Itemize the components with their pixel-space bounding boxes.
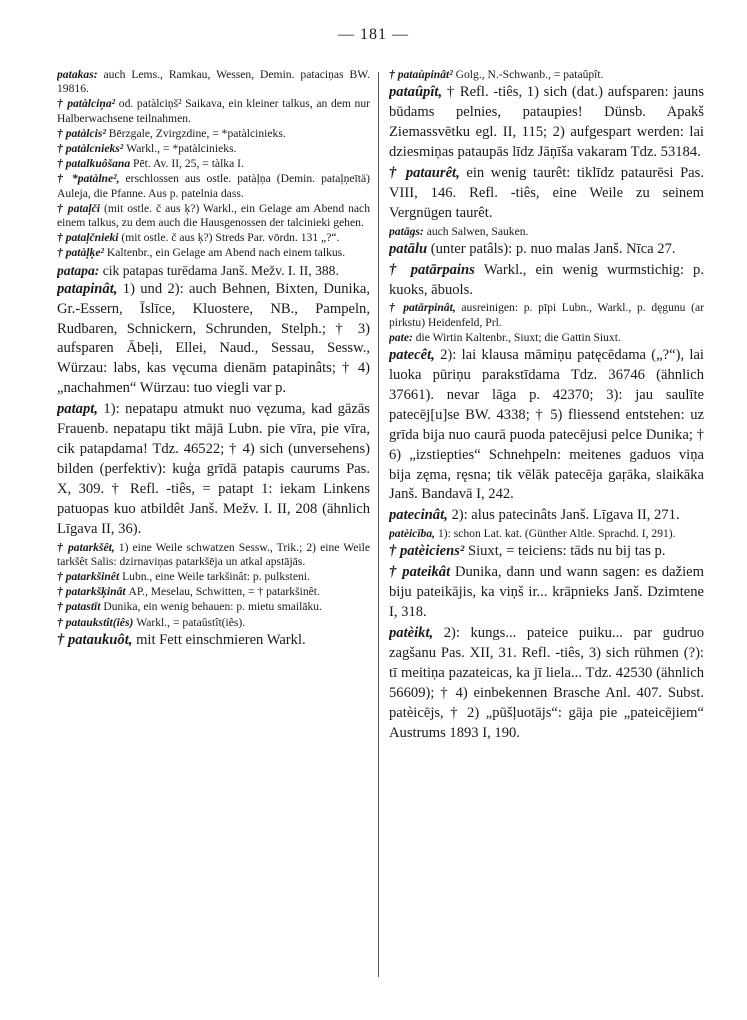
entry-headword: † patarkšinêt bbox=[57, 569, 123, 583]
entry-headword: † pataukuôt, bbox=[57, 631, 137, 648]
dictionary-entry bbox=[389, 624, 704, 743]
dictionary-entry bbox=[57, 570, 370, 584]
entry-text: cik patapas turēdama Janš. Mežv. I. II, 388. bbox=[102, 262, 339, 278]
entry-headword: pate: bbox=[389, 330, 416, 344]
entry-headword: † patàlcis² bbox=[57, 126, 109, 140]
entry-text: Dunika, ein wenig behauen: p. mietu smailāku. bbox=[103, 600, 323, 614]
entry-text: 2): lai klausa māmiņu patęcēdama („?“), lai luoka pūriņu parakstīdama Tdz. 36746 (ähnlich 37661). nevar lāga p. 42370; 3): jau saulīte patecēj[u]se BW. 4338; † 5) fliessend entstehen: uz grīda bija nuo caurā puoda patecējusi pelce Dunika; † 6) „izstiepties“ Schnehpeln: meitenes gaduos viņa bija zęma, ręsna; tik vēlāk patecēja gaŗāka, slaikāka Janš. Bandavā I, 242. bbox=[389, 347, 704, 503]
entry-headword: † pataļčnieki bbox=[57, 231, 122, 245]
dictionary-entry bbox=[57, 68, 370, 96]
entry-headword: † patastīt bbox=[57, 600, 104, 614]
dictionary-entry bbox=[389, 301, 704, 329]
dictionary-entry bbox=[57, 280, 370, 399]
entry-text: Warkl., = pataûstît(iês). bbox=[136, 615, 246, 629]
entry-text: 2): alus patecinâts Janš. Līgava II, 271. bbox=[451, 507, 680, 524]
dictionary-entry bbox=[57, 541, 370, 569]
entry-text: (mit ostle. č aus ķ?) Warkl., ein Gelage am Abend nach einem talkus, zu dem auch die Hausgenossen der talcinieki gehen. bbox=[57, 201, 370, 230]
entry-text: Bērzgale, Zvirgzdine, = *patàlcinieks. bbox=[108, 126, 286, 140]
entry-text: (unter patâls): p. nuo malas Janš. Nīca 27. bbox=[430, 240, 676, 257]
entry-text: Siuxt, = teiciens: tāds nu bij tas p. bbox=[467, 543, 666, 560]
entry-text: die Wirtin Kaltenbr., Siuxt; die Gattin Siuxt. bbox=[415, 330, 621, 344]
entry-headword: † patèiciens² bbox=[389, 543, 468, 560]
dictionary-entry bbox=[57, 262, 370, 279]
dictionary-entry bbox=[389, 527, 704, 541]
entry-headword: † patarkšêt, bbox=[57, 540, 119, 554]
dictionary-entry bbox=[57, 600, 370, 614]
page-number: — 181 — bbox=[338, 26, 409, 43]
dictionary-entry bbox=[389, 68, 704, 82]
entry-headword: patapinât, bbox=[57, 280, 123, 297]
dictionary-entry bbox=[389, 506, 704, 526]
entry-text: Kaltenbr., ein Gelage am Abend nach einem talkus. bbox=[106, 246, 346, 260]
entry-text: 2): kungs... pateice puiku... par gudruo zagšanu Pas. XII, 31. Refl. -tiês, 3) sich rühmen (?): tī meitiņa pazateicas, ka jī liela... Tdz. 42530 (ähnlich 56609); † 4) einbekennen Brasche Anl. 407. Subst. patèicējs, † 2) „pūšļuotājs“: gāja pie „pateicējiem“ Austrums 1893 I, 190. bbox=[389, 625, 704, 741]
entry-headword: patāgs: bbox=[389, 224, 427, 238]
entry-headword: † pataukstît(iês) bbox=[57, 615, 137, 629]
dictionary-entry bbox=[389, 83, 704, 163]
dictionary-entry bbox=[57, 585, 370, 599]
entry-text: mit Fett einschmieren Warkl. bbox=[136, 631, 306, 648]
dictionary-entry bbox=[57, 97, 370, 125]
entry-text: 1) und 2): auch Behnen, Bixten, Dunika, Gr.-Essern, Īslīce, Kluostere, NB., Pampeln, Rudbaren, Schnickern, Schrunden, Stelph.; † 3) aufsparen Ābeļi, Ellei, Naud., Sessau, Sessw., Würzau: labs, kas vęcuma dienām patapinâts; † 4) „nachahmen“ Würzau: tuo viegli var p. bbox=[57, 280, 370, 397]
dictionary-entry bbox=[389, 225, 704, 239]
entry-headword: patecêt, bbox=[389, 347, 441, 364]
entry-text: Warkl., = *patàlcinieks. bbox=[126, 142, 237, 156]
entry-headword: patapt, bbox=[57, 401, 104, 418]
right-column bbox=[389, 68, 704, 745]
dictionary-entry bbox=[57, 400, 370, 539]
entry-text: od. patàlciņš² Saikava, ein kleiner talkus, an dem nur Halberwachsene teilnahmen. bbox=[57, 97, 370, 125]
entry-headword: † patàlciņa² bbox=[57, 97, 119, 111]
dictionary-entry bbox=[57, 231, 370, 245]
dictionary-entry bbox=[389, 164, 704, 224]
dictionary-entry bbox=[57, 202, 370, 230]
dictionary-entry bbox=[57, 172, 370, 200]
entry-headword: † patārpains bbox=[389, 261, 484, 278]
dictionary-entry bbox=[57, 127, 370, 141]
entry-text: Pēt. Av. II, 25, = tàlka I. bbox=[133, 157, 244, 171]
entry-headword: † patàlcnieks² bbox=[57, 142, 127, 156]
entry-text: (mit ostle. č aus ķ?) Streds Par. vōrdn. 131 „?“. bbox=[121, 231, 340, 245]
entry-headword: patèikt, bbox=[389, 625, 444, 642]
entry-text: AP., Meselau, Schwitten, = † patarkšinêt. bbox=[128, 585, 320, 599]
entry-text: † Refl. -tiês, 1) sich (dat.) aufsparen: jauns būdams pelnies, pataupies! Dünsb. Apakš Ziemassvētku egl. II, 115; 2) aufgespart werden: lai dziesmiņas pataupās līdz Jāņīša vakaram Tdz. 53184. bbox=[389, 84, 704, 160]
dictionary-entry bbox=[57, 616, 370, 630]
entry-headword: † patàļķe² bbox=[57, 246, 107, 260]
entry-headword: † patalkuôšana bbox=[57, 157, 134, 171]
entry-text: auch Salwen, Sauken. bbox=[426, 224, 529, 238]
entry-text: Lubn., eine Weile tarkšinât: p. pulksteni. bbox=[122, 569, 310, 583]
entry-headword: patapa: bbox=[57, 262, 103, 278]
dictionary-entry bbox=[57, 157, 370, 171]
entry-text: 1): schon Lat. kat. (Günther Altle. Sprachd. I, 291). bbox=[437, 527, 676, 541]
entry-headword: † pateikât bbox=[389, 564, 455, 581]
entry-headword: † *patàlne², bbox=[57, 172, 126, 186]
dictionary-entry bbox=[389, 331, 704, 345]
entry-text: erschlossen aus ostle. patàļņa (Demin. pataļņeītä) Auleja, die Pfanne. Aus p. patelnia dass. bbox=[57, 172, 370, 200]
dictionary-entry bbox=[389, 563, 704, 623]
dictionary-entry bbox=[389, 542, 704, 562]
dictionary-entry bbox=[389, 261, 704, 301]
entry-headword: patecinât, bbox=[389, 507, 452, 524]
entry-headword: † pataļči bbox=[57, 201, 104, 215]
entry-text: ausreinigen: p. pīpi Lubn., Warkl., p. dęgunu (ar pirkstu) Heidenfeld, Prl. bbox=[389, 301, 704, 329]
entry-headword: † pataurêt, bbox=[389, 164, 467, 181]
entry-headword: † patārpinât, bbox=[389, 301, 462, 315]
entry-headword: patèicība, bbox=[389, 527, 438, 541]
dictionary-entry bbox=[57, 631, 370, 651]
dictionary-entry bbox=[57, 246, 370, 260]
entry-headword: † pataùpinât² bbox=[389, 68, 456, 81]
dictionary-entry bbox=[389, 240, 704, 260]
column-divider bbox=[378, 72, 379, 977]
entry-text: Dunika, dann und wann sagen: es dažiem biju pateikājis, ka viņš ir... krāpnieks Janš. Dzimtene I, 318. bbox=[389, 564, 704, 621]
left-column bbox=[57, 68, 370, 652]
entry-text: 1): nepatapu atmukt nuo vęzuma, kad gāzās Frauenb. nepatapu tikt mājā Lubn. pie vīra, pie vīra, cik patapdama! Tdz. 46522; † 4) sich (unversehens) bilden (perfektiv): kuģa grīdā patapis caurums Pas. X, 309. † Refl. -tiês, = patapt 1: iekam Linkens patuopas kuo atbildêt Janš. Mežv. I. II, 208 (ähnlich Līgava II, 36). bbox=[57, 401, 370, 537]
dictionary-entry bbox=[57, 142, 370, 156]
entry-text: Warkl., ein wenig wurmstichig: p. kuoks, ābuols. bbox=[389, 261, 704, 298]
entry-text: 1) eine Weile schwatzen Sessw., Trik.; 2) eine Weile tarkšêt Salis: dzirnaviņas patarkšēja un atkal apstājās. bbox=[57, 540, 370, 568]
entry-text: Golg., N.-Schwanb., = pataûpît. bbox=[455, 68, 604, 81]
entry-text: auch Lems., Ramkau, Wessen, Demin. pataciņas BW. 19816. bbox=[57, 68, 370, 96]
dictionary-entry bbox=[389, 346, 704, 505]
entry-headword: patālu bbox=[389, 240, 431, 257]
entry-headword: patakas: bbox=[57, 68, 98, 81]
entry-headword: pataûpît, bbox=[389, 84, 447, 101]
entry-headword: † patarkšķinât bbox=[57, 585, 129, 599]
entry-text: ein wenig taurêt: tiklīdz pataurēsi Pas. VIII, 146. Refl. -tiês, eine Weile zu seinem Vergnügen taurêt. bbox=[389, 164, 704, 221]
